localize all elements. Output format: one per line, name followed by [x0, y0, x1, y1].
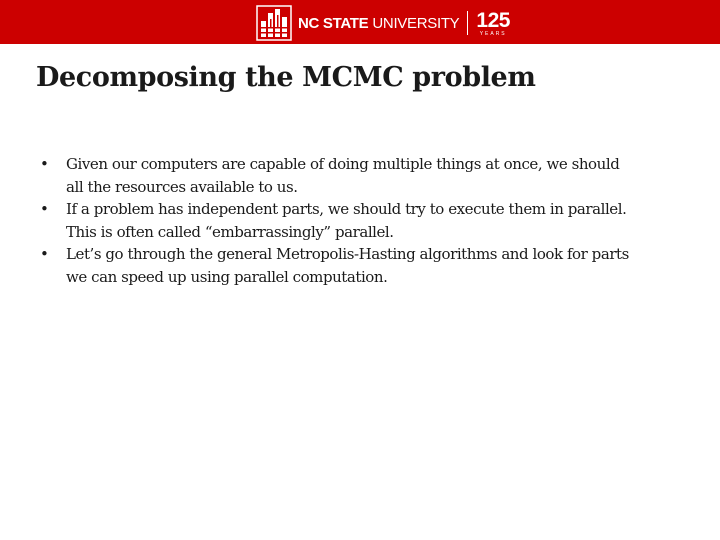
bullet-item — [40, 243, 640, 288]
bullet-icon: • — [40, 245, 49, 263]
bullet-text: If a problem has independent parts, we should try to execute them in parallel. This is often called “embarrassingly” parallel. — [66, 200, 627, 241]
bullet-item — [40, 153, 640, 198]
anniversary-mark — [476, 10, 510, 37]
bullet-icon: • — [40, 155, 49, 173]
bullet-list — [40, 153, 640, 288]
nc-state-logo — [256, 5, 510, 41]
brick-logo-icon — [256, 5, 292, 41]
logo-divider — [467, 11, 468, 35]
logo-name-bold: NC STATE — [298, 14, 369, 32]
slide-title: Decomposing the MCMC problem — [36, 62, 536, 93]
bullet-text: Given our computers are capable of doing multiple things at once, we should all the resources available to us. — [66, 155, 620, 196]
bullet-icon: • — [40, 200, 49, 218]
anniversary-label: YEARS — [479, 30, 507, 37]
bullet-text: Let’s go through the general Metropolis-Hasting algorithms and look for parts we can speed up using parallel computation. — [66, 245, 629, 286]
bullet-item — [40, 198, 640, 243]
anniversary-number: 125 — [476, 8, 510, 32]
header-bar — [0, 0, 720, 44]
logo-name-light: UNIVERSITY — [372, 14, 460, 32]
